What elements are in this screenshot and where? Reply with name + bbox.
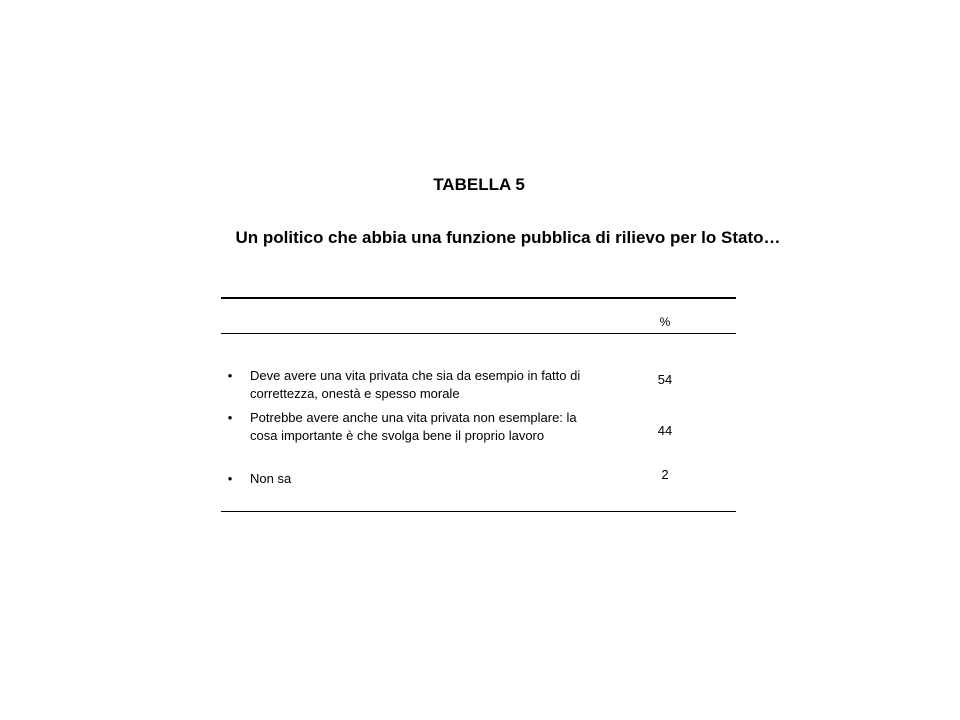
table-bottom-rule: [221, 511, 736, 512]
table-title: [0, 175, 960, 195]
row-value: 44: [657, 423, 673, 438]
percent-column-header: %: [659, 315, 671, 329]
row-value: 54: [657, 372, 673, 387]
row-text: Non sa: [250, 471, 292, 486]
table-title-text: TABELLA 5: [433, 175, 525, 194]
bullet-icon: •: [227, 368, 233, 383]
table-subtitle: Un politico che abbia una funzione pubblica di rilievo per lo Stato…: [235, 228, 781, 247]
table-header-rule: [221, 333, 736, 334]
bullet-icon: •: [227, 471, 233, 486]
row-text: Potrebbe avere anche una vita privata non esemplare: la cosa importante è che svolga bene il proprio lavoro: [250, 410, 577, 443]
table-top-rule: [221, 297, 736, 299]
bullet-icon: •: [227, 410, 233, 425]
row-text: Deve avere una vita privata che sia da esempio in fatto di correttezza, onestà e spesso morale: [250, 368, 581, 401]
row-value: 2: [661, 467, 669, 482]
